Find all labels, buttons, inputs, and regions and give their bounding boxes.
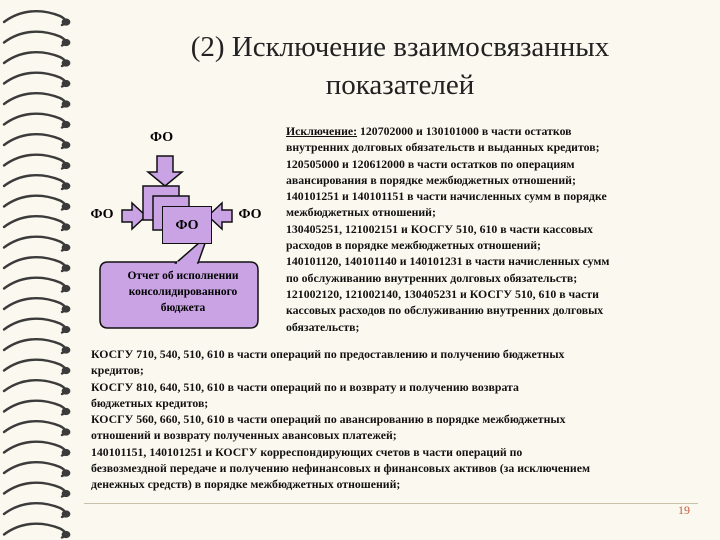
kosgu-line: кредитов; bbox=[91, 363, 144, 378]
exclusion-line: по обслуживанию внутренних долговых обязательств; bbox=[286, 270, 578, 285]
fo-top-label: ФО bbox=[150, 130, 174, 145]
page-number: 19 bbox=[678, 503, 690, 517]
exclusion-line: 140101120, 140101140 и 140101231 в части начисленных сумм bbox=[286, 254, 610, 269]
exclusion-line: 120505000 и 120612000 в части остатков по операциям bbox=[286, 156, 575, 171]
exclusion-line: межбюджетных отношений; bbox=[286, 205, 436, 220]
exclusion-line: 121002120, 121002140, 130405231 и КОСГУ 510, 610 в части bbox=[286, 286, 599, 301]
exclusion-line: авансирования в порядке межбюджетных отношений; bbox=[286, 172, 576, 187]
kosgu-line: отношений и возврату полученных авансовых платежей; bbox=[91, 428, 397, 443]
kosgu-line: КОСГУ 560, 660, 510, 610 в части операций по авансированию в порядке межбюджетных bbox=[91, 412, 566, 427]
fo-left-box: ФО bbox=[90, 207, 114, 222]
title-line-2: показателей bbox=[325, 69, 475, 101]
exclusion-label: Исключение: bbox=[286, 124, 358, 138]
footer-rule bbox=[84, 503, 698, 504]
kosgu-line: денежных средств) в порядке межбюджетных отношений; bbox=[91, 477, 401, 492]
kosgu-line: КОСГУ 810, 640, 510, 610 в части операций по и возврату и получению возврата bbox=[91, 379, 519, 394]
exclusion-line: кассовых расходов по обслуживанию внутренних долговых bbox=[286, 303, 604, 318]
exclusion-line: обязательств; bbox=[286, 319, 360, 334]
callout-line: Отчет об исполнении bbox=[127, 270, 239, 282]
arrow-down bbox=[148, 156, 182, 186]
fo-center-box: ФО bbox=[162, 206, 212, 244]
exclusion-text bbox=[286, 123, 686, 335]
callout-line: бюджета bbox=[160, 302, 206, 314]
kosgu-line: бюджетных кредитов; bbox=[91, 395, 209, 410]
kosgu-text bbox=[91, 346, 691, 493]
title-line-1: (2) Исключение взаимосвязанных bbox=[190, 31, 610, 63]
exclusion-line: внутренних долговых обязательств и выданных кредитов; bbox=[286, 140, 600, 155]
fo-right-box: ФО bbox=[238, 207, 262, 222]
exclusion-first-line bbox=[286, 123, 686, 139]
callout-line: консолидированного bbox=[128, 286, 238, 298]
kosgu-line: КОСГУ 710, 540, 510, 610 в части операций по предоставлению и получению бюджетных bbox=[91, 347, 565, 361]
report-callout-text bbox=[108, 268, 258, 316]
exclusion-line: 140101251 и 140101151 в части начисленных сумм в порядке bbox=[286, 189, 607, 204]
exclusion-line: 130405251, 121002151 и КОСГУ 510, 610 в части кассовых bbox=[286, 221, 593, 236]
kosgu-line: безвозмездной передаче и получению нефинансовых и финансовых активов (за исключением bbox=[91, 461, 590, 476]
exclusion-first-rest: 120702000 и 130101000 в части остатков bbox=[357, 124, 572, 138]
exclusion-line: расходов в порядке межбюджетных отношений; bbox=[286, 238, 541, 253]
kosgu-line: 140101151, 140101251 и КОСГУ корреспондирующих счетов в части операций по bbox=[91, 444, 523, 459]
